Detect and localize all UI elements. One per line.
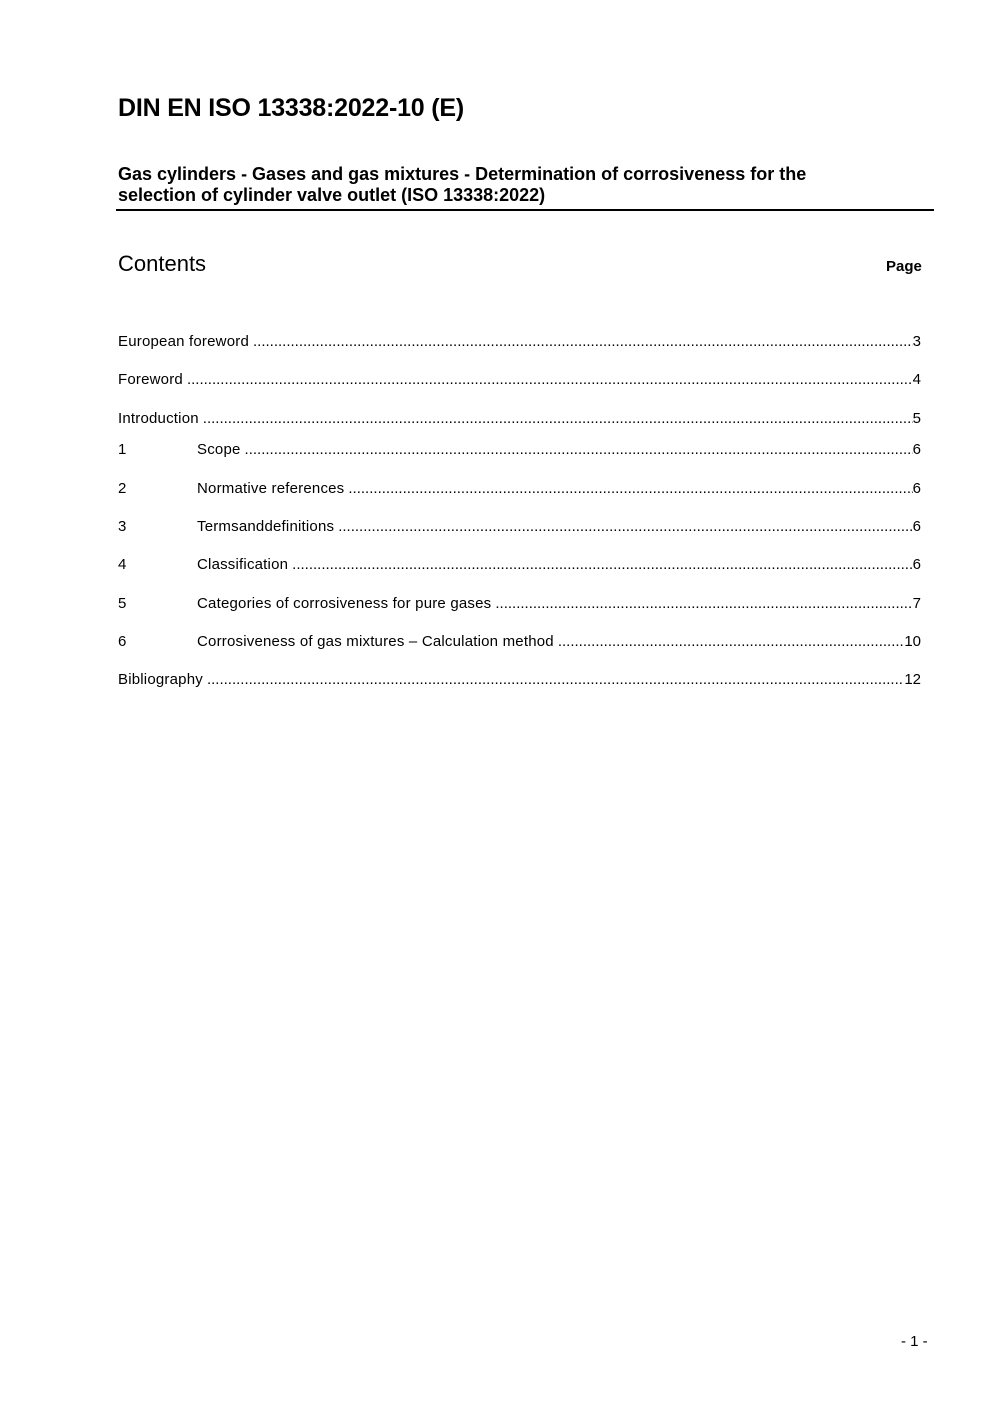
document-identifier: DIN EN ISO 13338:2022-10 (E) (118, 94, 464, 122)
toc-entry-foreword[interactable] (118, 371, 921, 391)
toc-entry-label: European foreword (118, 333, 249, 350)
toc-entry-number: 1 (118, 441, 127, 458)
toc-entry-label: Foreword (118, 371, 183, 388)
toc-entry-label: Normative references (197, 480, 345, 497)
toc-entry-page: 12 (904, 671, 921, 688)
toc-entry-label: Termsanddefinitions (197, 518, 335, 535)
toc-entry-number: 6 (118, 633, 127, 650)
toc-entry-terms-and-definitions[interactable] (118, 518, 921, 538)
toc-dot-leader (292, 556, 912, 573)
toc-entry-label: Categories of corrosiveness for pure gases (197, 595, 492, 612)
toc-entry-number: 2 (118, 480, 127, 497)
toc-entry-bibliography[interactable] (118, 671, 921, 691)
toc-dot-leader (187, 371, 913, 388)
document-title (118, 164, 918, 206)
toc-entry-number: 3 (118, 518, 127, 535)
toc-entry-label: Bibliography (118, 671, 203, 688)
contents-heading: Contents (118, 251, 207, 276)
toc-dot-leader (245, 441, 913, 458)
toc-dot-leader (253, 333, 913, 350)
toc-entry-page: 6 (912, 556, 921, 573)
toc-entry-european-foreword[interactable] (118, 333, 921, 353)
toc-entry-page: 10 (904, 633, 921, 650)
toc-entry-classification[interactable] (118, 556, 921, 576)
toc-dot-leader (558, 633, 904, 650)
toc-entry-label: Scope (197, 441, 241, 458)
toc-entry-page: 4 (912, 371, 921, 388)
toc-entry-number: 4 (118, 556, 127, 573)
document-title-line-2: selection of cylinder valve outlet (ISO 13338:2022) (118, 185, 546, 205)
toc-entry-label: Corrosiveness of gas mixtures – Calculation method (197, 633, 554, 650)
toc-entry-label: Classification (197, 556, 289, 573)
toc-entry-page: 5 (912, 410, 921, 427)
document-title-line-1: Gas cylinders - Gases and gas mixtures - Determination of corrosiveness for the (118, 164, 807, 184)
toc-entry-page: 3 (912, 333, 921, 350)
toc-entry-page: 7 (912, 595, 921, 612)
toc-dot-leader (338, 518, 912, 535)
toc-dot-leader (348, 480, 912, 497)
footer-page-number: - 1 - (901, 1333, 928, 1350)
toc-entry-page: 6 (912, 441, 921, 458)
title-divider (116, 209, 934, 211)
toc-entry-label: Introduction (118, 410, 199, 427)
toc-entry-page: 6 (912, 518, 921, 535)
page-column-label: Page (886, 258, 922, 275)
toc-entry-scope[interactable] (118, 441, 921, 461)
toc-entry-page: 6 (912, 480, 921, 497)
toc-dot-leader (203, 410, 913, 427)
toc-dot-leader (207, 671, 904, 688)
toc-entry-normative-references[interactable] (118, 480, 921, 500)
toc-entry-corrosiveness-of-gas-mixtures[interactable] (118, 633, 921, 653)
toc-entry-categories-of-corrosiveness[interactable] (118, 595, 921, 615)
toc-entry-number: 5 (118, 595, 127, 612)
toc-entry-introduction[interactable] (118, 410, 921, 430)
toc-dot-leader (495, 595, 912, 612)
